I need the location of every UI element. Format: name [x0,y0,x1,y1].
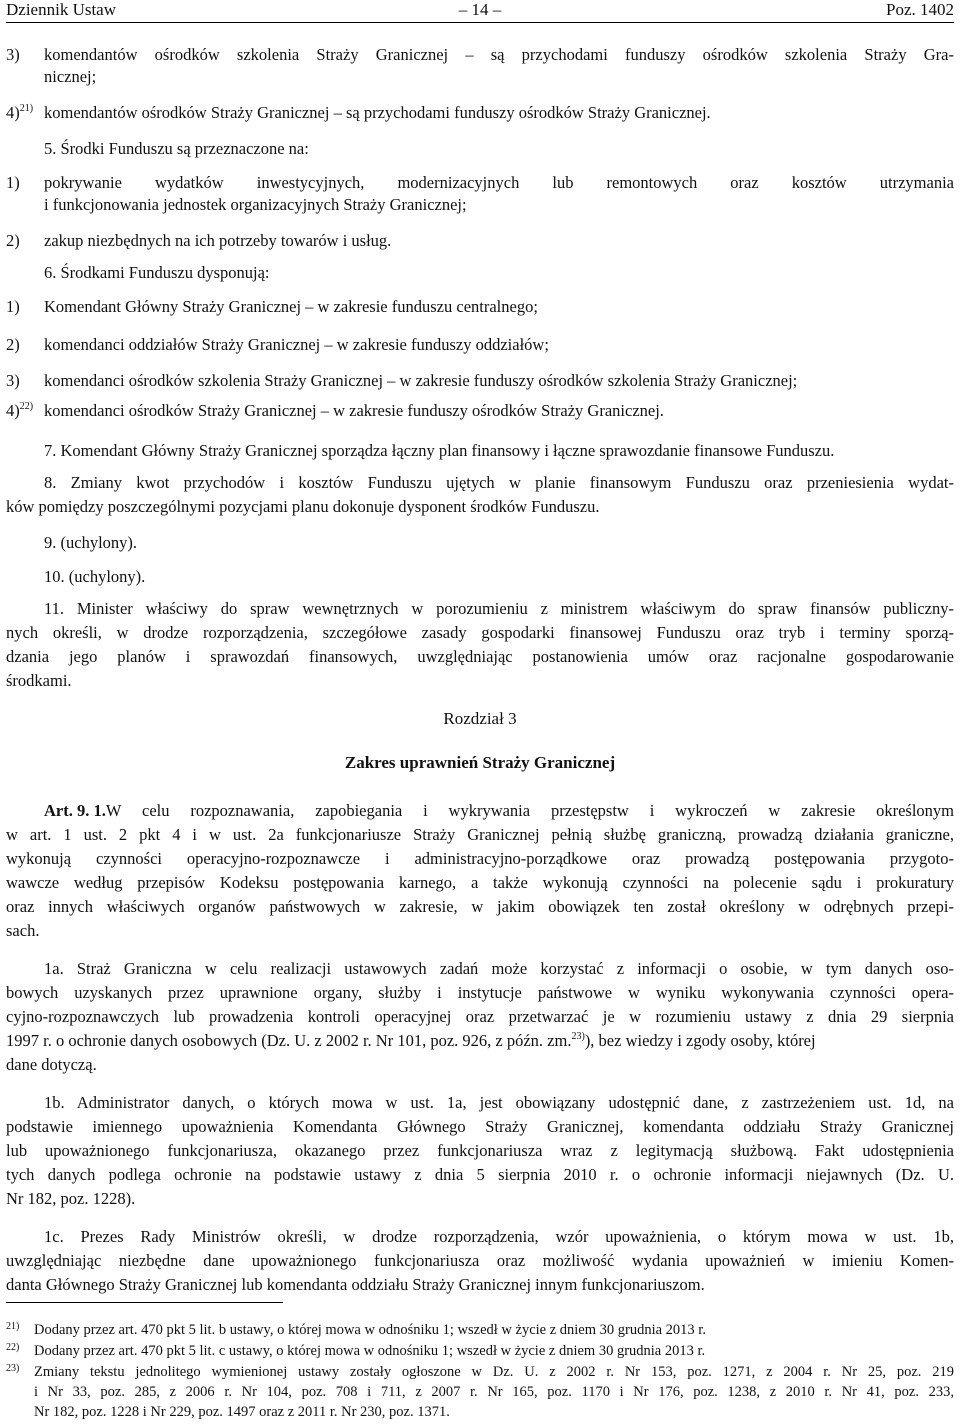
page-header [6,0,954,23]
paragraph-1b-line: tych danych podlega ochronie na podstawie ustawy z dnia 5 sierpnia 2010 r. o ochronie informacji niejawnych (Dz. U. [6,1165,954,1184]
paragraph-11-line: dzania jego planów i sprawozdań finansowych, uwzględniając postanowienia umów oraz racjonalne gospodarowanie [6,647,954,666]
journal-name: Dziennik Ustaw [6,0,117,19]
paragraph-1b-line: Nr 182, poz. 1228). [6,1189,136,1208]
paragraph-1a-line: 1997 r. o ochronie danych osobowych (Dz. U. z 2002 r. Nr 101, poz. 926, z późn. zm.$^{23)}$), bez wiedzy i zgody osoby, której [6,1031,816,1050]
document-page: Dziennik Ustaw – 14 – Poz. 1402 3) komendantów ośrodków szkolenia Straży Granicznej – są przychodami funduszy ośrodków szkolenia Straży Gra- nicznej; 4)$^{21)}$ komendantów ośrodków Straży Granicznej – są przychodami funduszy ośrodków Straży Granicznej. 5. Środki Funduszu są przeznaczone na: 1) pokrywanie wydatków inwestycyjnych, modernizacyjnych lub remontowych oraz kosztów utrzymania i funkcjonowania jednostek organizacyjnych Straży Granicznej; 2) zakup niezbędnych na ich potrzeby towarów i usług. 6. Środkami Funduszu dysponują: 1) Komendant Główny Straży Granicznej – w zakresie funduszu centralnego; 2) komendanci oddziałów Straży Granicznej – w zakresie funduszy oddziałów; 3) komendanci ośrodków szkolenia Straży Granicznej – w zakresie funduszy ośrodków szkolenia Straży Granicznej; 4)$^{22)}$ komendanci ośrodków Straży Granicznej – w zakresie funduszy ośrodków Straży Granicznej. 7. Komendant Główny Straży Granicznej sporządza łączny plan finansowy i łączne sprawozdanie finansowe Funduszu. 8. Zmiany kwot przychodów i kosztów Funduszu ujętych w planie finansowym Funduszu oraz przeniesienia wydat- ków pomiędzy poszczególnymi pozycjami planu dokonuje dysponent środków Funduszu. 9. (uchylony). 10. (uchylony). 11. Minister właściwy do spraw wewnętrznych w porozumieniu z ministrem właściwym do spraw finansów publiczny- nych określi, w drodze rozporządzenia, szczegółowe zasady gospodarki finansowej Funduszu oraz tryb i terminy sporzą- dzania jego planów i sprawozdań finansowych, uwzględniając postanowienia umów oraz racjonalne gospodarowanie środkami. Rozdział 3 Zakres uprawnień Straży Granicznej Art. 9. 1. W celu rozpoznawania, zapobiegania i wykrywania przestępstw i wykroczeń w zakresie określonym w art. 1 ust. 2 pkt 4 i w ust. 2a funkcjonariusze Straży Granicznej pełnią służbę graniczną, prowadzą działania graniczne, wykonują czynności operacyjno-rozpoznawcze i administracyjno-porządkowe oraz prowadzą postępowania przygoto- wawcze według przepisów Kodeksu postępowania karnego, a także wykonują czynności na polecenie sądu i prokuratury oraz innych właściwych organów państwowych w zakresie, w jakim obowiązek ten został określony w odrębnych przepi- sach. 1a. Straż Graniczna w celu realizacji ustawowych zadań może korzystać z informacji o osobie, w tym danych oso- bowych uzyskanych przez uprawnione organy, służby i instytucje państwowe w wyniku wykonywania czynności opera- cyjno-rozpoznawczych lub prowadzenia kontroli operacyjnej oraz przetwarzać je w rozumieniu ustawy z dnia 29 sierpnia 1997 r. o ochronie danych osobowych (Dz. U. z 2002 r. Nr 101, poz. 926, z późn. zm.$^{23)}$), bez wiedzy i zgody osoby, której dane dotyczą. 1b. Administrator danych, o których mowa w ust. 1a, jest obowiązany udostępnić dane, z zastrzeżeniem ust. 1d, na podstawie imiennego upoważnienia Komendanta Głównego Straży Granicznej, komendanta oddziału Straży Granicznej lub upoważnionego funkcjonariusza, okazanego przez funkcjonariusza wraz z legitymacją służbową. Fakt udostępnienia tych danych podlega ochronie na podstawie ustawy z dnia 5 sierpnia 2010 r. o ochronie informacji niejawnych (Dz. U. Nr 182, poz. 1228). 1c. Prezes Rady Ministrów określi, w drodze rozporządzenia, wzór upoważnienia, o którym mowa w ust. 1b, uwzględniając niezbędne dane upoważnionego funkcjonariusza oraz możliwość wydania upoważnień w imieniu Komen- danta Głównego Straży Granicznej lub komendanta oddziału Straży Granicznej innym funkcjonariuszom. 21) Dodany przez art. 470 pkt 5 lit. b ustawy, o której mowa w odnośniku 1; wszedł w życie z dniem 30 grudnia 2013 r. 22) Dodany przez art. 470 pkt 5 lit. c ustawy, o której mowa w odnośniku 1; wszedł w życie z dniem 30 grudnia 2013 r. 23) Zmiany tekstu jednolitego wymienionej ustawy zostały ogłoszone w Dz. U. z 2002 r. Nr 153, poz. 1271, z 2004 r. Nr 25, poz. 219 i Nr 33, poz. 285, z 2006 r. Nr 104, poz. 708 i 711, z 2007 r. Nr 165, poz. 1170 i Nr 176, poz. 1238, z 2010 r. Nr 41, poz. 233, Nr 182, poz. 1228 i Nr 229, poz. 1497 oraz z 2011 r. Nr 230, poz. 1371. [0,0,960,1425]
paragraph-1b-line: lub upoważnionego funkcjonariusza, okazanego przez funkcjonariusza wraz z legitymacją służbową. Fakt udostępnienia [6,1141,954,1160]
article-label: Art. 9. 1. [44,801,106,820]
paragraph-1c-line: uwzględniając niezbędne dane upoważnionego funkcjonariusza oraz możliwość wydania upoważnień w imieniu Komen- [6,1251,954,1270]
paragraph-8-line: ków pomiędzy poszczególnymi pozycjami planu dokonuje dysponent środków Funduszu. [6,497,600,516]
footnote-ref: 23) [571,1031,585,1042]
paragraph-7: 7. Komendant Główny Straży Granicznej sporządza łączny plan finansowy i łączne sprawozdanie finansowe Funduszu. [44,441,835,460]
paragraph-1b-line: 1b. Administrator danych, o których mowa w ust. 1a, jest obowiązany udostępnić dane, z zastrzeżeniem ust. 1d, na [44,1093,954,1112]
paragraph-11-line: 11. Minister właściwy do spraw wewnętrznych w porozumieniu z ministrem właściwym do spraw finansów publiczny- [44,599,954,618]
article-line: wawcze według przepisów Kodeksu postępowania karnego, a także wykonują czynności na polecenie sądu i prokuratury [6,873,954,892]
paragraph-5-head: 5. Środki Funduszu są przeznaczone na: [44,139,309,158]
article-9-first-line: Art. 9. 1. W celu rozpoznawania, zapobiegania i wykrywania przestępstw i wykroczeń w zakresie określonym [44,801,954,820]
article-line: w art. 1 ust. 2 pkt 4 i w ust. 2a funkcjonariusze Straży Granicznej pełnią służbę graniczną, prowadzą działania graniczne, [6,825,954,844]
paragraph-1c-line: danta Głównego Straży Granicznej lub komendanta oddziału Straży Granicznej innym funkcjonariuszom. [6,1275,705,1294]
paragraph-1c-line: 1c. Prezes Rady Ministrów określi, w drodze rozporządzenia, wzór upoważnienia, o którym mowa w ust. 1b, [44,1227,954,1246]
paragraph-6-head: 6. Środkami Funduszu dysponują: [44,263,270,282]
paragraph-10: 10. (uchylony). [44,567,146,586]
paragraph-1a-line: bowych uzyskanych przez uprawnione organy, służby i instytucje państwowe w wyniku wykonywania czynności opera- [6,983,954,1002]
chapter-number: Rozdział 3 [443,709,517,728]
paragraph-1a-line: dane dotyczą. [6,1055,97,1074]
paragraph-11-line: środkami. [6,671,72,690]
paragraph-1a-line: 1a. Straż Graniczna w celu realizacji ustawowych zadań może korzystać z informacji o osobie, w tym danych oso- [44,959,954,978]
article-line: sach. [6,921,40,940]
paragraph-11-line: nych określi, w drodze rozporządzenia, szczegółowe zasady gospodarki finansowej Funduszu oraz tryb i terminy sporzą- [6,623,954,642]
paragraph-1a-line: cyjno-rozpoznawczych lub prowadzenia kontroli operacyjnej oraz przetwarzać je w rozumieniu ustawy z dnia 29 sierpnia [6,1007,954,1026]
paragraph-9: 9. (uchylony). [44,533,138,552]
paragraph-8-line: 8. Zmiany kwot przychodów i kosztów Funduszu ujętych w planie finansowym Funduszu oraz przeniesienia wydat- [44,473,954,492]
chapter-title: Zakres uprawnień Straży Granicznej [344,753,616,772]
paragraph-1b-line: podstawie imiennego upoważnienia Komendanta Głównego Straży Granicznej, komendanta oddziału Straży Granicznej [6,1117,954,1136]
position-number: Poz. 1402 [886,0,954,19]
article-line: wykonują czynności operacyjno-rozpoznawcze i administracyjno-porządkowe oraz prowadzą postępowania przygoto- [6,849,954,868]
article-line: oraz innych właściwych organów państwowych w zakresie, w jakim obowiązek ten został określony w odrębnych przepi- [6,897,954,916]
page-number: – 14 – [458,0,502,19]
footnote-divider [6,1302,283,1303]
